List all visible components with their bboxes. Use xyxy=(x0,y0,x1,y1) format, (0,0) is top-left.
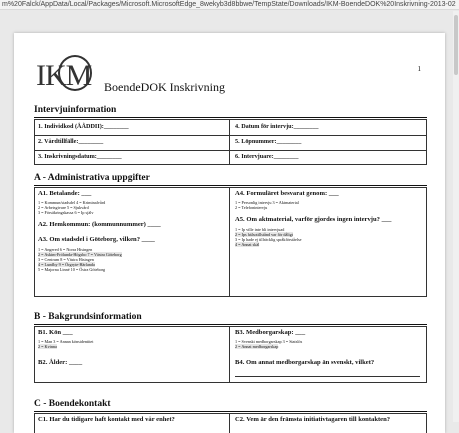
section-title-intervju: Intervjuinformation xyxy=(34,105,117,115)
question-c2: C2. Vem är den främsta initiativtagaren till kontakten? xyxy=(235,416,391,423)
question-b4: B4. Om annat medborgarskap än svenskt, vilket? xyxy=(235,359,375,366)
field-lopnummer: 5. Löpnummer:________ xyxy=(235,138,302,145)
pdf-page xyxy=(14,33,445,433)
page-number: 1 xyxy=(417,65,421,73)
field-individkod: 1. Individkod (ÅÅDDII):________ xyxy=(38,123,129,130)
option: 2 = Kvinna xyxy=(38,344,57,349)
option: 1 = Kommun/stadsdel 4 = Kriminalvård xyxy=(38,200,106,205)
option: 1 = Ip ville inte bli intervjuad xyxy=(235,227,285,232)
question-a1: A1. Betalande: ___ xyxy=(38,190,92,197)
option: 1 = Svenskt medborgarskap 3 = Statslös xyxy=(235,339,303,344)
section-rule xyxy=(34,324,427,325)
option: 2 = Ips hälsotillstånd var för dåligt xyxy=(235,232,293,237)
option: 4 = Annat skäl xyxy=(235,242,260,247)
scrollbar[interactable] xyxy=(453,11,459,422)
option: 1 = Personlig intervju 3 = Aktmaterial xyxy=(235,200,299,205)
answer-line xyxy=(235,376,420,377)
option: 3 = Ip hade ej tillräcklig språkförståelse xyxy=(235,237,302,242)
divider xyxy=(229,327,230,382)
question-a5: A5. Om aktmaterial, varför gjordes ingen intervju? ___ xyxy=(235,216,392,223)
option: 2 = Arbetsgivare 5 = Sjukvård xyxy=(38,205,89,210)
divider xyxy=(35,135,426,136)
section-title-a: A - Administrativa uppgifter xyxy=(34,173,150,183)
option: 1 = Man 3 = Annan könsidentitet xyxy=(38,339,94,344)
section-rule xyxy=(34,117,427,118)
question-a2: A2. Hemkommun: (kommunnummer) ____ xyxy=(38,221,161,228)
ikm-logo: IKM xyxy=(36,59,92,92)
question-b3: B3. Medborgarskap: ___ xyxy=(235,329,306,336)
question-b1: B1. Kön ___ xyxy=(38,329,73,336)
divider xyxy=(229,188,230,296)
section-title-b: B - Bakgrundsinformation xyxy=(34,312,142,322)
divider xyxy=(229,120,230,164)
field-vardtillfalle: 2. Vårdtillfälle:________ xyxy=(38,138,104,145)
option: 2 = Telefonintervju xyxy=(235,205,268,210)
question-c1: C1. Har du tidigare haft kontakt med vår enhet? xyxy=(38,416,175,423)
field-datum-intervju: 4. Datum för intervju:________ xyxy=(235,123,319,130)
address-bar[interactable]: m%20Falck/AppData/Local/Packages/Microsoft.MicrosoftEdge_8wekyb3d8bbwe/TempState/Downloads/IKM-BoendeDOK%20Inskrivning-2013-02 xyxy=(0,0,459,10)
divider xyxy=(229,414,230,433)
section-b-box xyxy=(34,326,427,383)
option: 3 = Centrum 8 = Västra Hisingen xyxy=(38,257,94,262)
field-inskrivningsdatum: 3. Inskrivningsdatum:________ xyxy=(38,153,122,160)
question-a3: A3. Om stadsdel i Göteborg, vilken? ____ xyxy=(38,236,155,243)
option: 4 = Lundby 9 = Örgryte-Härlanda xyxy=(38,262,95,267)
section-a-box xyxy=(34,187,427,297)
section-c-box xyxy=(34,413,427,433)
intervju-box xyxy=(34,119,427,165)
option: 3 = Försäkringskassa 6 = Ip själv xyxy=(38,210,94,215)
question-b2: B2. Ålder: ____ xyxy=(38,359,83,366)
option: 2 = Askim-Frölunda-Högsbo 7 = Västra Göteborg xyxy=(38,252,122,257)
option: 2 = Annat medborgarskap xyxy=(235,344,279,349)
field-intervjuare: 6. Intervjuare:________ xyxy=(235,153,299,160)
divider xyxy=(35,150,426,151)
section-title-c: C - Boendekontakt xyxy=(34,399,111,409)
scroll-thumb[interactable] xyxy=(454,15,458,75)
section-rule xyxy=(34,185,427,186)
option: 1 = Angered 6 = Norra Hisingen xyxy=(38,247,93,252)
option: 5 = Majorna Linné 10 = Östra Göteborg xyxy=(38,267,106,272)
section-rule xyxy=(34,411,427,412)
question-a4: A4. Formuläret besvarat genom: ___ xyxy=(235,190,339,197)
document-title: BoendeDOK Inskrivning xyxy=(104,80,225,94)
